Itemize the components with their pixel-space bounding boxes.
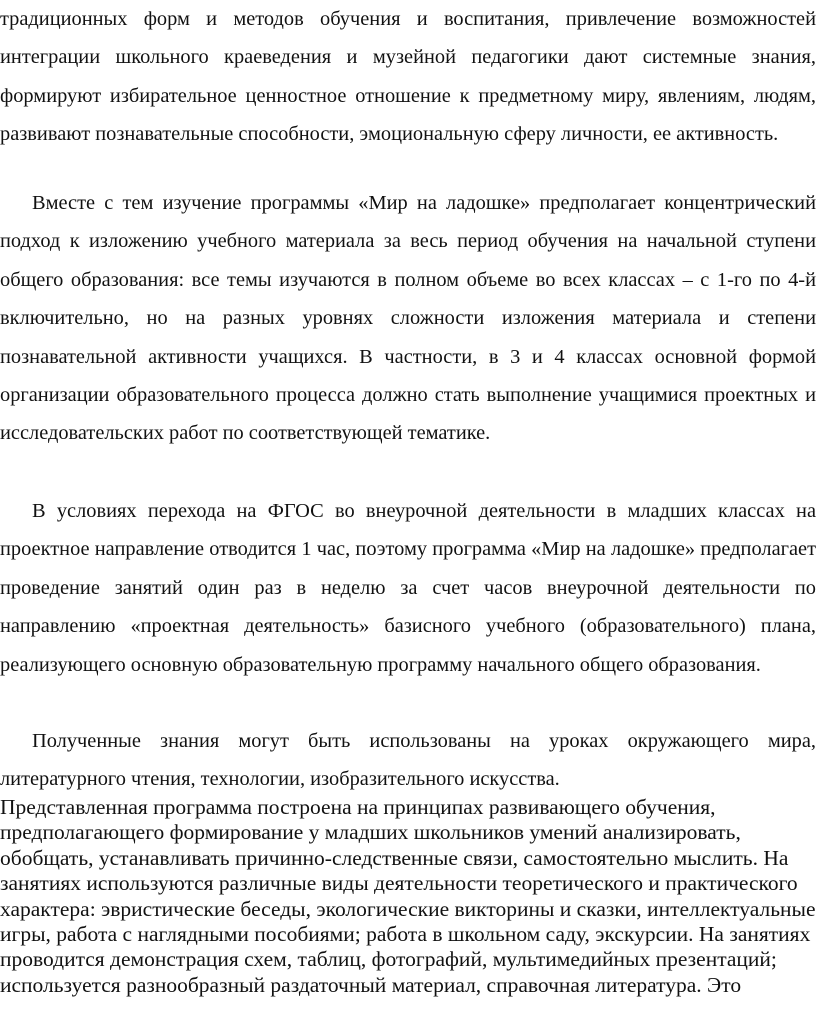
paragraph-4: Полученные знания могут быть использованы на уроках окружающего мира, литературного чтения, технологии, изобразительного искусства.	[0, 730, 816, 791]
paragraph-5: Представленная программа построена на принципах развивающего обучения, предполагающего формирование у младших школьников умений анализировать, обобщать, устанавливать причинно-следственные связи, самостоятельно мыслить. На занятиях используются различные виды деятельности теоретического и практического характера: эвристические беседы, экологические викторины и сказки, интеллектуальные игры, работа с наглядными пособиями; работа в школьном саду, экскурсии. На занятиях проводится демонстрация схем, таблиц, фотографий, мультимедийных презентаций; используется разнообразный раздаточный материал, справочная литература. Это	[0, 795, 816, 997]
paragraph-2: Вместе с тем изучение программы «Мир на ладошке» предполагает концентрический подход к изложению учебного материала за весь период обучения на начальной ступени общего образования: все темы изучаются в полном объеме во всех классах – с 1-го по 4-й включительно, но на разных уровнях сложности изложения материала и степени познавательной активности учащихся. В частности, в 3 и 4 классах основной формой организации образовательного процесса должно стать выполнение учащимися проектных и исследовательских работ по соответствующей тематике.	[0, 192, 816, 445]
paragraph-1: традиционных форм и методов обучения и воспитания, привлечение возможностей интеграции школьного краеведения и музейной педагогики дают системные знания, формируют избирательное ценностное отношение к предметному миру, явлениям, людям, развивают познавательные способности, эмоциональную сферу личности, ее активность.	[0, 8, 816, 146]
paragraph-3: В условиях перехода на ФГОС во внеурочной деятельности в младших классах на проектное направление отводится 1 час, поэтому программа «Мир на ладошке» предполагает проведение занятий один раз в неделю за счет часов внеурочной деятельности по направлению «проектная деятельность» базисного учебного (образовательного) плана, реализующего основную образовательную программу начального общего образования.	[0, 500, 816, 676]
